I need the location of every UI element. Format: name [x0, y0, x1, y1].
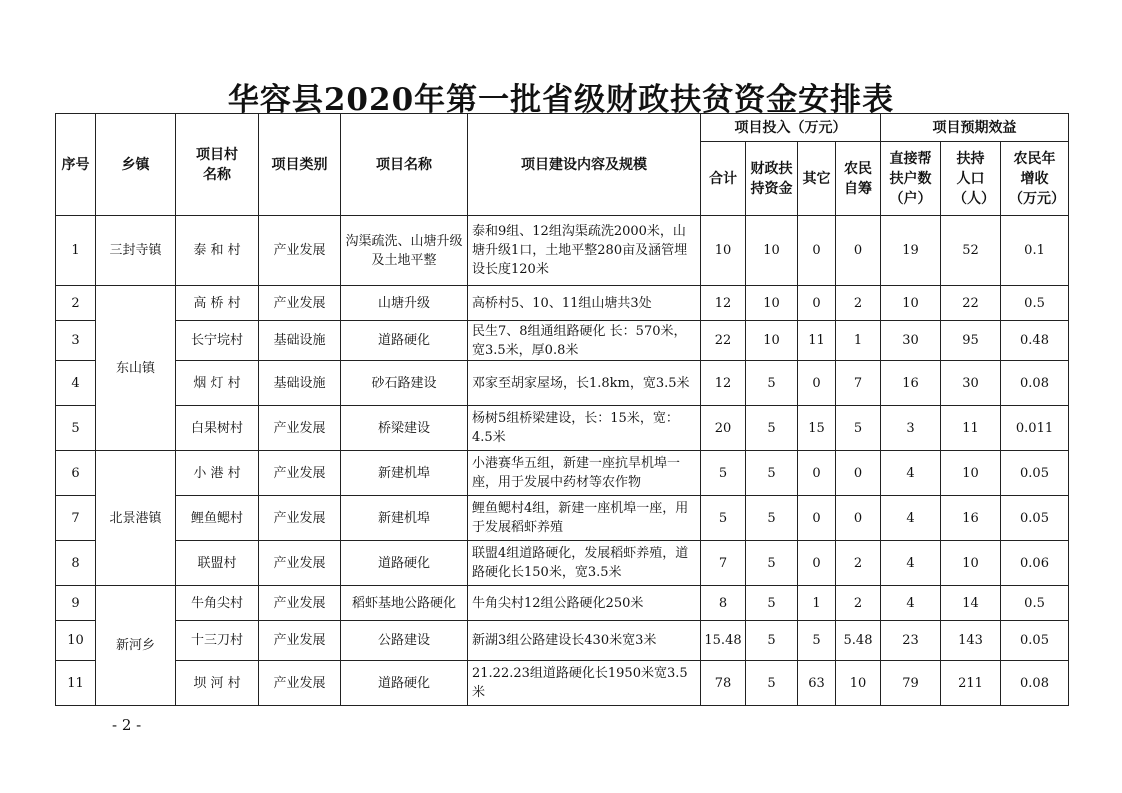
cell-total: 15.48	[701, 621, 746, 661]
header-seq: 序号	[56, 114, 96, 216]
cell-project-name: 道路硬化	[341, 321, 468, 361]
cell-total: 78	[701, 661, 746, 706]
cell-population: 95	[941, 321, 1001, 361]
table-row	[56, 661, 1069, 706]
cell-households: 19	[881, 216, 941, 286]
cell-population: 22	[941, 286, 1001, 321]
cell-households: 16	[881, 361, 941, 406]
cell-other: 63	[798, 661, 836, 706]
header-town: 乡镇	[96, 114, 176, 216]
cell-income: 0.06	[1001, 541, 1069, 586]
cell-income: 0.1	[1001, 216, 1069, 286]
cell-village: 长宁垸村	[176, 321, 259, 361]
cell-seq: 6	[56, 451, 96, 496]
cell-project-name: 稻虾基地公路硬化	[341, 586, 468, 621]
cell-fiscal: 5	[746, 361, 798, 406]
cell-category: 基础设施	[259, 361, 341, 406]
funding-table	[55, 113, 1069, 706]
cell-households: 4	[881, 541, 941, 586]
cell-category: 产业发展	[259, 496, 341, 541]
cell-content: 杨树5组桥梁建设，长：15米，宽：4.5米	[468, 406, 701, 451]
cell-category: 产业发展	[259, 451, 341, 496]
header-village: 项目村名称	[176, 114, 259, 216]
cell-self-raised: 10	[836, 661, 881, 706]
cell-seq: 11	[56, 661, 96, 706]
cell-category: 产业发展	[259, 541, 341, 586]
cell-village: 坝 河 村	[176, 661, 259, 706]
cell-self-raised: 0	[836, 216, 881, 286]
table-row	[56, 216, 1069, 286]
cell-total: 22	[701, 321, 746, 361]
cell-seq: 4	[56, 361, 96, 406]
cell-town: 新河乡	[96, 586, 176, 706]
header-category: 项目类别	[259, 114, 341, 216]
cell-village: 十三刀村	[176, 621, 259, 661]
cell-income: 0.5	[1001, 286, 1069, 321]
cell-project-name: 新建机埠	[341, 451, 468, 496]
cell-content: 邓家至胡家屋场，长1.8km，宽3.5米	[468, 361, 701, 406]
cell-town: 东山镇	[96, 286, 176, 451]
cell-fiscal: 5	[746, 541, 798, 586]
cell-village: 鲤鱼鳃村	[176, 496, 259, 541]
cell-self-raised: 2	[836, 586, 881, 621]
header-fiscal: 财政扶持资金	[746, 142, 798, 216]
cell-content: 牛角尖村12组公路硬化250米	[468, 586, 701, 621]
cell-fiscal: 5	[746, 586, 798, 621]
cell-other: 0	[798, 451, 836, 496]
cell-other: 0	[798, 286, 836, 321]
cell-village: 牛角尖村	[176, 586, 259, 621]
header-other: 其它	[798, 142, 836, 216]
header-benefit: 项目预期效益	[881, 114, 1069, 142]
cell-population: 52	[941, 216, 1001, 286]
cell-total: 12	[701, 361, 746, 406]
cell-population: 10	[941, 541, 1001, 586]
table-row	[56, 321, 1069, 361]
cell-content: 21.22.23组道路硬化长1950米宽3.5米	[468, 661, 701, 706]
cell-town: 三封寺镇	[96, 216, 176, 286]
cell-households: 79	[881, 661, 941, 706]
cell-income: 0.05	[1001, 451, 1069, 496]
header-self-raised: 农民自筹	[836, 142, 881, 216]
cell-project-name: 山塘升级	[341, 286, 468, 321]
cell-population: 10	[941, 451, 1001, 496]
cell-project-name: 桥梁建设	[341, 406, 468, 451]
cell-project-name: 砂石路建设	[341, 361, 468, 406]
table-row	[56, 586, 1069, 621]
cell-income: 0.011	[1001, 406, 1069, 451]
cell-households: 30	[881, 321, 941, 361]
cell-other: 15	[798, 406, 836, 451]
cell-self-raised: 5	[836, 406, 881, 451]
cell-category: 产业发展	[259, 216, 341, 286]
cell-project-name: 公路建设	[341, 621, 468, 661]
table-row	[56, 406, 1069, 451]
cell-project-name: 新建机埠	[341, 496, 468, 541]
cell-village: 泰 和 村	[176, 216, 259, 286]
cell-total: 12	[701, 286, 746, 321]
cell-category: 基础设施	[259, 321, 341, 361]
document-title: 华容县2020年第一批省级财政扶贫资金安排表	[227, 82, 895, 118]
cell-households: 4	[881, 586, 941, 621]
cell-income: 0.5	[1001, 586, 1069, 621]
cell-self-raised: 7	[836, 361, 881, 406]
cell-other: 0	[798, 496, 836, 541]
cell-content: 鲤鱼鳃村4组，新建一座机埠一座，用于发展稻虾养殖	[468, 496, 701, 541]
cell-content: 小港赛华五组，新建一座抗旱机埠一座，用于发展中药材等农作物	[468, 451, 701, 496]
table-row	[56, 541, 1069, 586]
cell-population: 14	[941, 586, 1001, 621]
cell-category: 产业发展	[259, 586, 341, 621]
cell-other: 5	[798, 621, 836, 661]
cell-self-raised: 1	[836, 321, 881, 361]
cell-village: 联盟村	[176, 541, 259, 586]
header-content: 项目建设内容及规模	[468, 114, 701, 216]
table-row	[56, 361, 1069, 406]
cell-households: 3	[881, 406, 941, 451]
cell-category: 产业发展	[259, 406, 341, 451]
cell-fiscal: 5	[746, 496, 798, 541]
cell-seq: 5	[56, 406, 96, 451]
header-population: 扶持人口（人）	[941, 142, 1001, 216]
cell-fiscal: 5	[746, 406, 798, 451]
cell-fiscal: 5	[746, 661, 798, 706]
cell-seq: 3	[56, 321, 96, 361]
cell-self-raised: 2	[836, 286, 881, 321]
cell-village: 高 桥 村	[176, 286, 259, 321]
cell-project-name: 道路硬化	[341, 541, 468, 586]
cell-other: 0	[798, 361, 836, 406]
header-investment: 项目投入（万元）	[701, 114, 881, 142]
cell-fiscal: 10	[746, 286, 798, 321]
header-households: 直接帮扶户数（户）	[881, 142, 941, 216]
table-row	[56, 496, 1069, 541]
cell-households: 23	[881, 621, 941, 661]
cell-seq: 1	[56, 216, 96, 286]
cell-category: 产业发展	[259, 661, 341, 706]
cell-seq: 7	[56, 496, 96, 541]
cell-project-name: 沟渠疏洗、山塘升级及土地平整	[341, 216, 468, 286]
cell-seq: 2	[56, 286, 96, 321]
cell-other: 0	[798, 541, 836, 586]
cell-content: 民生7、8组通组路硬化 长：570米，宽3.5米，厚0.8米	[468, 321, 701, 361]
cell-income: 0.48	[1001, 321, 1069, 361]
cell-seq: 8	[56, 541, 96, 586]
cell-self-raised: 2	[836, 541, 881, 586]
cell-total: 8	[701, 586, 746, 621]
table-row	[56, 286, 1069, 321]
cell-households: 10	[881, 286, 941, 321]
cell-village: 小 港 村	[176, 451, 259, 496]
table-row	[56, 451, 1069, 496]
cell-seq: 10	[56, 621, 96, 661]
cell-population: 11	[941, 406, 1001, 451]
cell-self-raised: 0	[836, 451, 881, 496]
cell-income: 0.08	[1001, 661, 1069, 706]
cell-other: 0	[798, 216, 836, 286]
cell-income: 0.05	[1001, 621, 1069, 661]
cell-fiscal: 10	[746, 321, 798, 361]
cell-content: 新湖3组公路建设长430米宽3米	[468, 621, 701, 661]
cell-total: 20	[701, 406, 746, 451]
cell-content: 泰和9组、12组沟渠疏洗2000米，山塘升级1口，土地平整280亩及涵管埋设长度120米	[468, 216, 701, 286]
cell-fiscal: 5	[746, 621, 798, 661]
cell-project-name: 道路硬化	[341, 661, 468, 706]
cell-fiscal: 10	[746, 216, 798, 286]
cell-income: 0.08	[1001, 361, 1069, 406]
cell-self-raised: 0	[836, 496, 881, 541]
cell-households: 4	[881, 496, 941, 541]
cell-households: 4	[881, 451, 941, 496]
table-row	[56, 621, 1069, 661]
cell-population: 143	[941, 621, 1001, 661]
cell-income: 0.05	[1001, 496, 1069, 541]
cell-village: 烟 灯 村	[176, 361, 259, 406]
cell-category: 产业发展	[259, 286, 341, 321]
page-number: - 2 -	[112, 716, 142, 734]
header-project-name: 项目名称	[341, 114, 468, 216]
cell-self-raised: 5.48	[836, 621, 881, 661]
cell-town: 北景港镇	[96, 451, 176, 586]
cell-total: 5	[701, 451, 746, 496]
cell-other: 11	[798, 321, 836, 361]
cell-fiscal: 5	[746, 451, 798, 496]
cell-village: 白果树村	[176, 406, 259, 451]
cell-total: 7	[701, 541, 746, 586]
cell-category: 产业发展	[259, 621, 341, 661]
cell-content: 联盟4组道路硬化，发展稻虾养殖，道路硬化长150米，宽3.5米	[468, 541, 701, 586]
cell-population: 211	[941, 661, 1001, 706]
header-income: 农民年增收（万元）	[1001, 142, 1069, 216]
cell-other: 1	[798, 586, 836, 621]
cell-content: 高桥村5、10、11组山塘共3处	[468, 286, 701, 321]
header-total: 合计	[701, 142, 746, 216]
cell-population: 30	[941, 361, 1001, 406]
cell-total: 10	[701, 216, 746, 286]
cell-population: 16	[941, 496, 1001, 541]
cell-total: 5	[701, 496, 746, 541]
cell-seq: 9	[56, 586, 96, 621]
